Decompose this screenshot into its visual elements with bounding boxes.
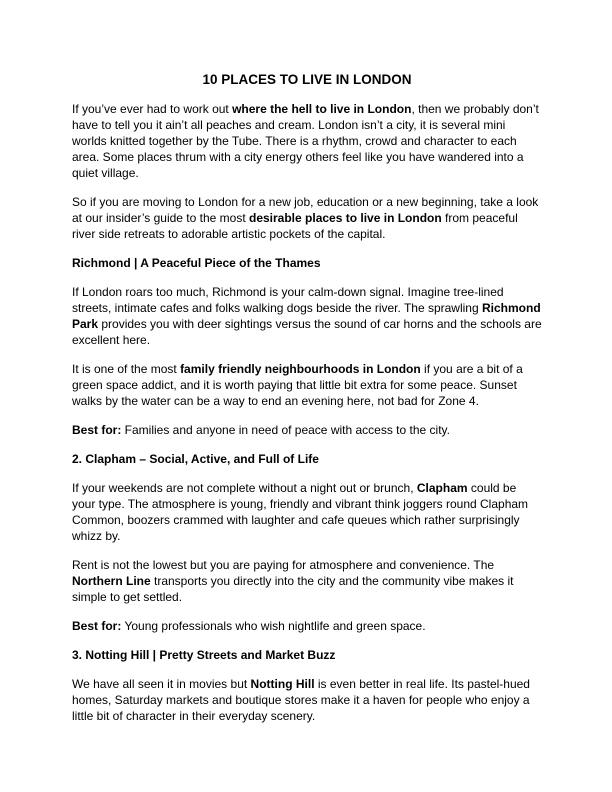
text-run: Young professionals who wish nightlife and green space. bbox=[121, 619, 426, 633]
bold-text: Northern Line bbox=[72, 574, 151, 588]
text-run: provides you with deer sightings versus the sound of car horns and the schools are excellent here. bbox=[72, 317, 542, 347]
bold-text: Notting Hill bbox=[250, 677, 315, 691]
bold-text: family friendly neighbourhoods in London bbox=[180, 362, 421, 376]
bold-text: desirable places to live in London bbox=[249, 211, 442, 225]
bold-text: Best for: bbox=[72, 423, 122, 437]
text-run: is even better in real life. Its pastel-hued homes, Saturday markets and boutique stores make it a haven for people who enjoy a little bit of character in their everyday scenery. bbox=[72, 677, 530, 723]
document-title: 10 PLACES TO LIVE IN LONDON bbox=[202, 72, 412, 87]
paragraph bbox=[72, 676, 542, 724]
document-body bbox=[72, 101, 542, 724]
text-run: if you are a bit of a green space addict, and it is worth paying that little bit extra for some peace. Sunset walks by the water can be a way to end an evening here, not bad for Zone 4. bbox=[72, 362, 523, 408]
text-run: If you’ve ever had to work out bbox=[72, 102, 233, 116]
paragraph bbox=[72, 194, 542, 242]
text-run: So if you are moving to London for a new job, education or a new beginning, take a look at our insider’s guide to the most bbox=[72, 195, 539, 225]
text-run: We have all seen it in movies but bbox=[72, 677, 251, 691]
text-run: , then we probably don’t have to tell you it ain’t all peaches and cream. London isn’t a city, it is several mini worlds knitted together by the Tube. There is a rhythm, crowd and character to each area. Some places thrum with a city energy others feel like you have wandered into a quiet village. bbox=[72, 102, 539, 180]
paragraph bbox=[72, 422, 542, 438]
bold-text: Richmond Park bbox=[72, 301, 541, 331]
paragraph bbox=[72, 361, 542, 409]
text-run: Rent is not the lowest but you are paying for atmosphere and convenience. The bbox=[72, 558, 495, 572]
section-heading bbox=[72, 255, 542, 271]
text-run: from peaceful river side retreats to adorable artistic pockets of the capital. bbox=[72, 211, 518, 241]
section-heading bbox=[72, 451, 542, 467]
paragraph bbox=[72, 618, 542, 634]
text-run: If your weekends are not complete without a night out or brunch, bbox=[72, 481, 417, 495]
text-run: transports you directly into the city and the community vibe makes it simple to get settled. bbox=[72, 574, 514, 604]
text-run: could be your type. The atmosphere is young, friendly and vibrant think joggers round Clapham Common, boozers crammed with laughter and cafe queues which rather surprisingly whizz by. bbox=[72, 481, 529, 543]
bold-text: Best for: bbox=[72, 619, 122, 633]
text-run: If London roars too much, Richmond is your calm-down signal. Imagine tree-lined streets, intimate cafes and folks walking dogs beside the river. The sprawling bbox=[72, 285, 504, 315]
paragraph bbox=[72, 480, 542, 544]
paragraph bbox=[72, 101, 542, 181]
section-heading bbox=[72, 647, 542, 663]
text-run: Families and anyone in need of peace with access to the city. bbox=[121, 423, 450, 437]
paragraph bbox=[72, 284, 542, 348]
paragraph bbox=[72, 557, 542, 605]
text-run: 2. Clapham – Social, Active, and Full of Life bbox=[72, 452, 319, 466]
document-page bbox=[72, 71, 542, 737]
text-run: It is one of the most bbox=[72, 362, 181, 376]
text-run: Richmond | A Peaceful Piece of the Thames bbox=[72, 256, 321, 270]
bold-text: where the hell to live in London bbox=[232, 102, 412, 116]
text-run: 3. Notting Hill | Pretty Streets and Market Buzz bbox=[72, 648, 336, 662]
bold-text: Clapham bbox=[416, 481, 468, 495]
